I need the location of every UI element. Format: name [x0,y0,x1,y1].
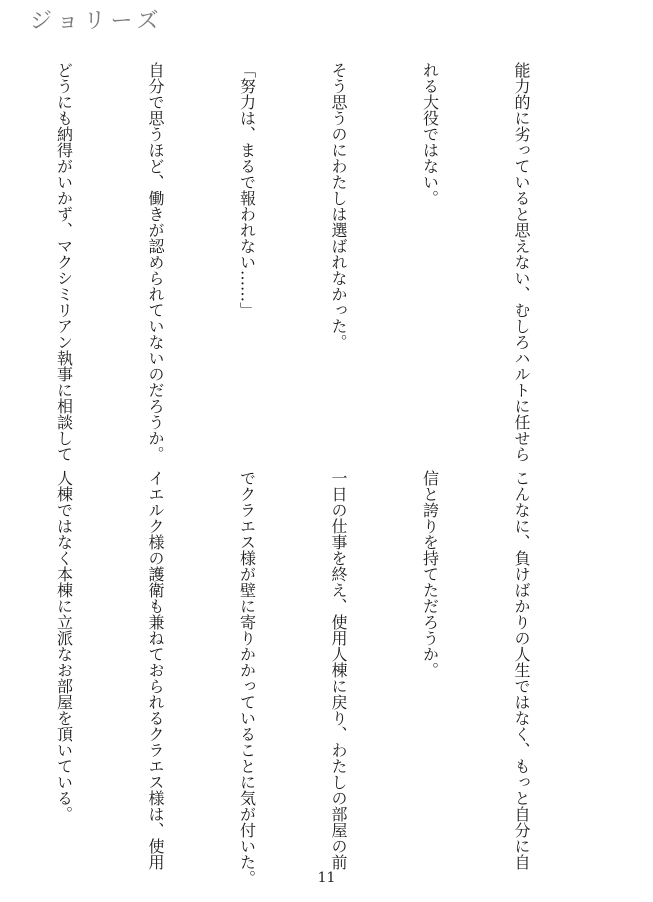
text-line: こんなに、負けばかりの人生ではなく、もっと自分に自 [512,470,531,870]
text-line: そう思うのにわたしは選ばれなかった。 [329,62,348,350]
text-line: イエルク様の護衛も兼ねておられるクラエス様は、使用 [146,470,165,870]
text-line: 一日の仕事を終え、使用人棟に戻り、わたしの部屋の前 [329,470,348,870]
text-line: れる大役ではない。 [420,62,440,206]
text-line: 人棟ではなく本棟に立派なお部屋を頂いている。 [54,470,74,822]
text-line: 能力的に劣っていると思えない、むしろハルトに任せら [512,62,531,462]
page-number: 11 [317,870,336,886]
text-line: でクラエス様が壁に寄りかかっていることに気が付いた。 [237,470,257,886]
text-line: 信と誇りを持てただろうか。 [420,470,440,678]
text-line: 「努力は、まるで報われない……」 [237,62,257,318]
running-header-title: ジョリーズ [30,9,164,34]
upper-text-block [0,62,597,462]
text-line: 自分で思うほど、働きが認められていないのだろうか。 [146,62,165,462]
text-line: どうにも納得がいかず、マクシミリアン執事に相談して [54,62,74,462]
